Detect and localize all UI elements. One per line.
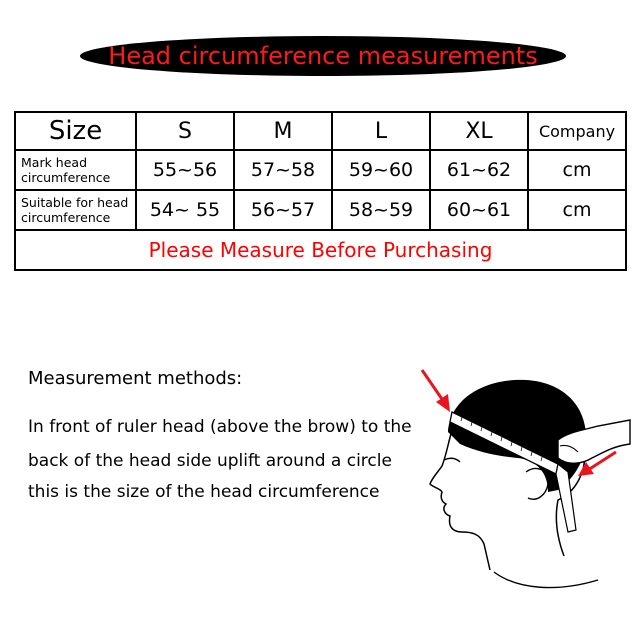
page-title: Head circumference measurements xyxy=(108,42,538,70)
cell-suitable-unit: cm xyxy=(528,190,626,230)
cell-suitable-s: 54~ 55 xyxy=(136,190,234,230)
row-label-suitable: Suitable for head circumference xyxy=(15,190,136,230)
size-table xyxy=(14,111,627,271)
cell-suitable-xl: 60~61 xyxy=(430,190,528,230)
cell-suitable-m: 56~57 xyxy=(234,190,332,230)
row-label-mark: Mark head circumference xyxy=(15,150,136,190)
method-line-3: this is the size of the head circumference xyxy=(28,482,380,502)
header-m: M xyxy=(234,112,332,150)
title-banner xyxy=(80,36,566,76)
header-xl: XL xyxy=(430,112,528,150)
header-size: Size xyxy=(15,112,136,150)
cell-mark-unit: cm xyxy=(528,150,626,190)
purchase-note: Please Measure Before Purchasing xyxy=(15,230,626,270)
header-company: Company xyxy=(528,112,626,150)
method-title: Measurement methods: xyxy=(28,368,243,389)
table-row xyxy=(15,150,626,190)
method-line-1: In front of ruler head (above the brow) to the xyxy=(28,417,412,437)
header-s: S xyxy=(136,112,234,150)
method-line-2: back of the head side uplift around a circle xyxy=(28,451,392,471)
cell-mark-s: 55~56 xyxy=(136,150,234,190)
head-measuring-tape-icon xyxy=(408,360,633,595)
table-row xyxy=(15,190,626,230)
cell-suitable-l: 58~59 xyxy=(332,190,430,230)
cell-mark-xl: 61~62 xyxy=(430,150,528,190)
header-l: L xyxy=(332,112,430,150)
table-header-row xyxy=(15,112,626,150)
cell-mark-l: 59~60 xyxy=(332,150,430,190)
cell-mark-m: 57~58 xyxy=(234,150,332,190)
table-note-row xyxy=(15,230,626,270)
